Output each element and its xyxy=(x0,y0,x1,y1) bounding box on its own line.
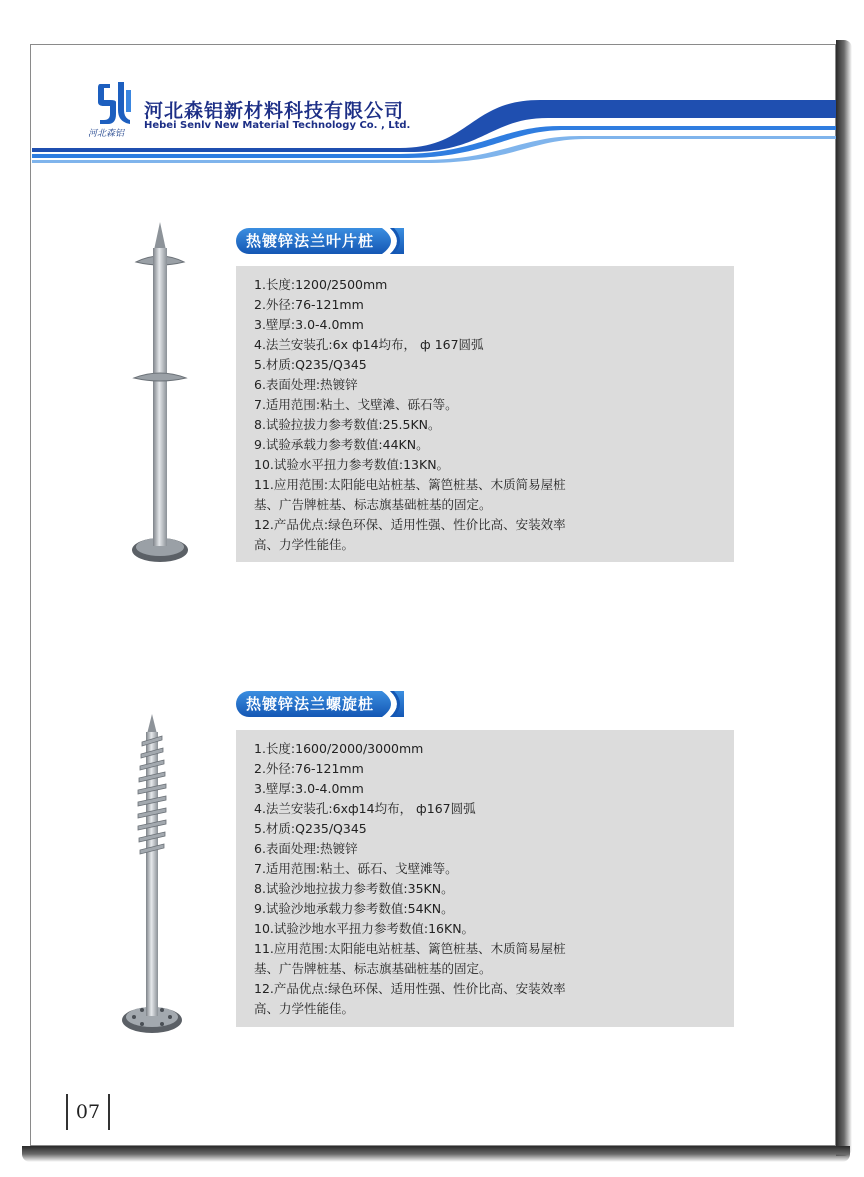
spec-line: 10.试验沙地水平扭力参考数值:16KN。 xyxy=(254,921,475,936)
spec-line: 12.产品优点:绿色环保、适用性强、性价比高、安装效率 xyxy=(254,517,566,532)
spec-line: 9.试验承载力参考数值:44KN。 xyxy=(254,437,429,452)
chevron-right-icon xyxy=(380,691,404,717)
logo-tagline: 河北森铝 xyxy=(88,129,125,139)
spec-line: 7.适用范围:粘土、戈壁滩、砾石等。 xyxy=(254,397,458,412)
spec-line: 7.适用范围:粘土、砾石、戈壁滩等。 xyxy=(254,861,458,876)
spec-line: 9.试验沙地承载力参考数值:54KN。 xyxy=(254,901,454,916)
spec-line: 1.长度:1200/2500mm xyxy=(254,277,388,292)
spec-line: 8.试验沙地拉拔力参考数值:35KN。 xyxy=(254,881,454,896)
product-1-title xyxy=(236,228,404,254)
page-shadow-bottom xyxy=(22,1146,850,1162)
flange-blade-pile-image xyxy=(120,220,200,570)
product-1-spec-box xyxy=(236,266,734,562)
spec-line: 6.表面处理:热镀锌 xyxy=(254,377,358,392)
spec-line: 2.外径:76-121mm xyxy=(254,761,364,776)
flange-screw-pile-image xyxy=(112,712,192,1040)
spec-line: 10.试验水平扭力参考数值:13KN。 xyxy=(254,457,450,472)
spec-line: 5.材质:Q235/Q345 xyxy=(254,821,367,836)
spec-line: 11.应用范围:太阳能电站桩基、篱笆桩基、木质简易屋桩 xyxy=(254,477,566,492)
company-logo-icon xyxy=(96,80,132,126)
page-number: 07 xyxy=(66,1094,110,1130)
spec-line: 5.材质:Q235/Q345 xyxy=(254,357,367,372)
spec-line: 12.产品优点:绿色环保、适用性强、性价比高、安装效率 xyxy=(254,981,566,996)
spec-line: 1.长度:1600/2000/3000mm xyxy=(254,741,424,756)
spec-line: 2.外径:76-121mm xyxy=(254,297,364,312)
spec-line: 3.壁厚:3.0-4.0mm xyxy=(254,781,364,796)
company-name-english: Hebei Senlv New Material Technology Co. , Ltd. xyxy=(144,120,411,131)
company-name-chinese: 河北森铝新材料科技有限公司 xyxy=(144,100,405,122)
spec-line: 高、力学性能佳。 xyxy=(254,537,355,552)
spec-line: 8.试验拉拔力参考数值:25.5KN。 xyxy=(254,417,441,432)
product-2-spec-box xyxy=(236,730,734,1027)
spec-line: 4.法兰安装孔:6x ф14均布， ф 167圆弧 xyxy=(254,337,484,352)
page-shadow-right xyxy=(836,40,852,1156)
chevron-right-icon xyxy=(380,228,404,254)
spec-line: 基、广告牌桩基、标志旗基础桩基的固定。 xyxy=(254,961,492,976)
spec-line: 6.表面处理:热镀锌 xyxy=(254,841,358,856)
spec-line: 高、力学性能佳。 xyxy=(254,1001,355,1016)
spec-line: 4.法兰安装孔:6xф14均布， ф167圆弧 xyxy=(254,801,476,816)
spec-line: 基、广告牌桩基、标志旗基础桩基的固定。 xyxy=(254,497,492,512)
product-2-title-text: 热镀锌法兰螺旋桩 xyxy=(246,695,375,713)
product-1-title-text: 热镀锌法兰叶片桩 xyxy=(246,232,375,250)
spec-line: 11.应用范围:太阳能电站桩基、篱笆桩基、木质简易屋桩 xyxy=(254,941,566,956)
spec-line: 3.壁厚:3.0-4.0mm xyxy=(254,317,364,332)
product-2-title xyxy=(236,691,404,717)
